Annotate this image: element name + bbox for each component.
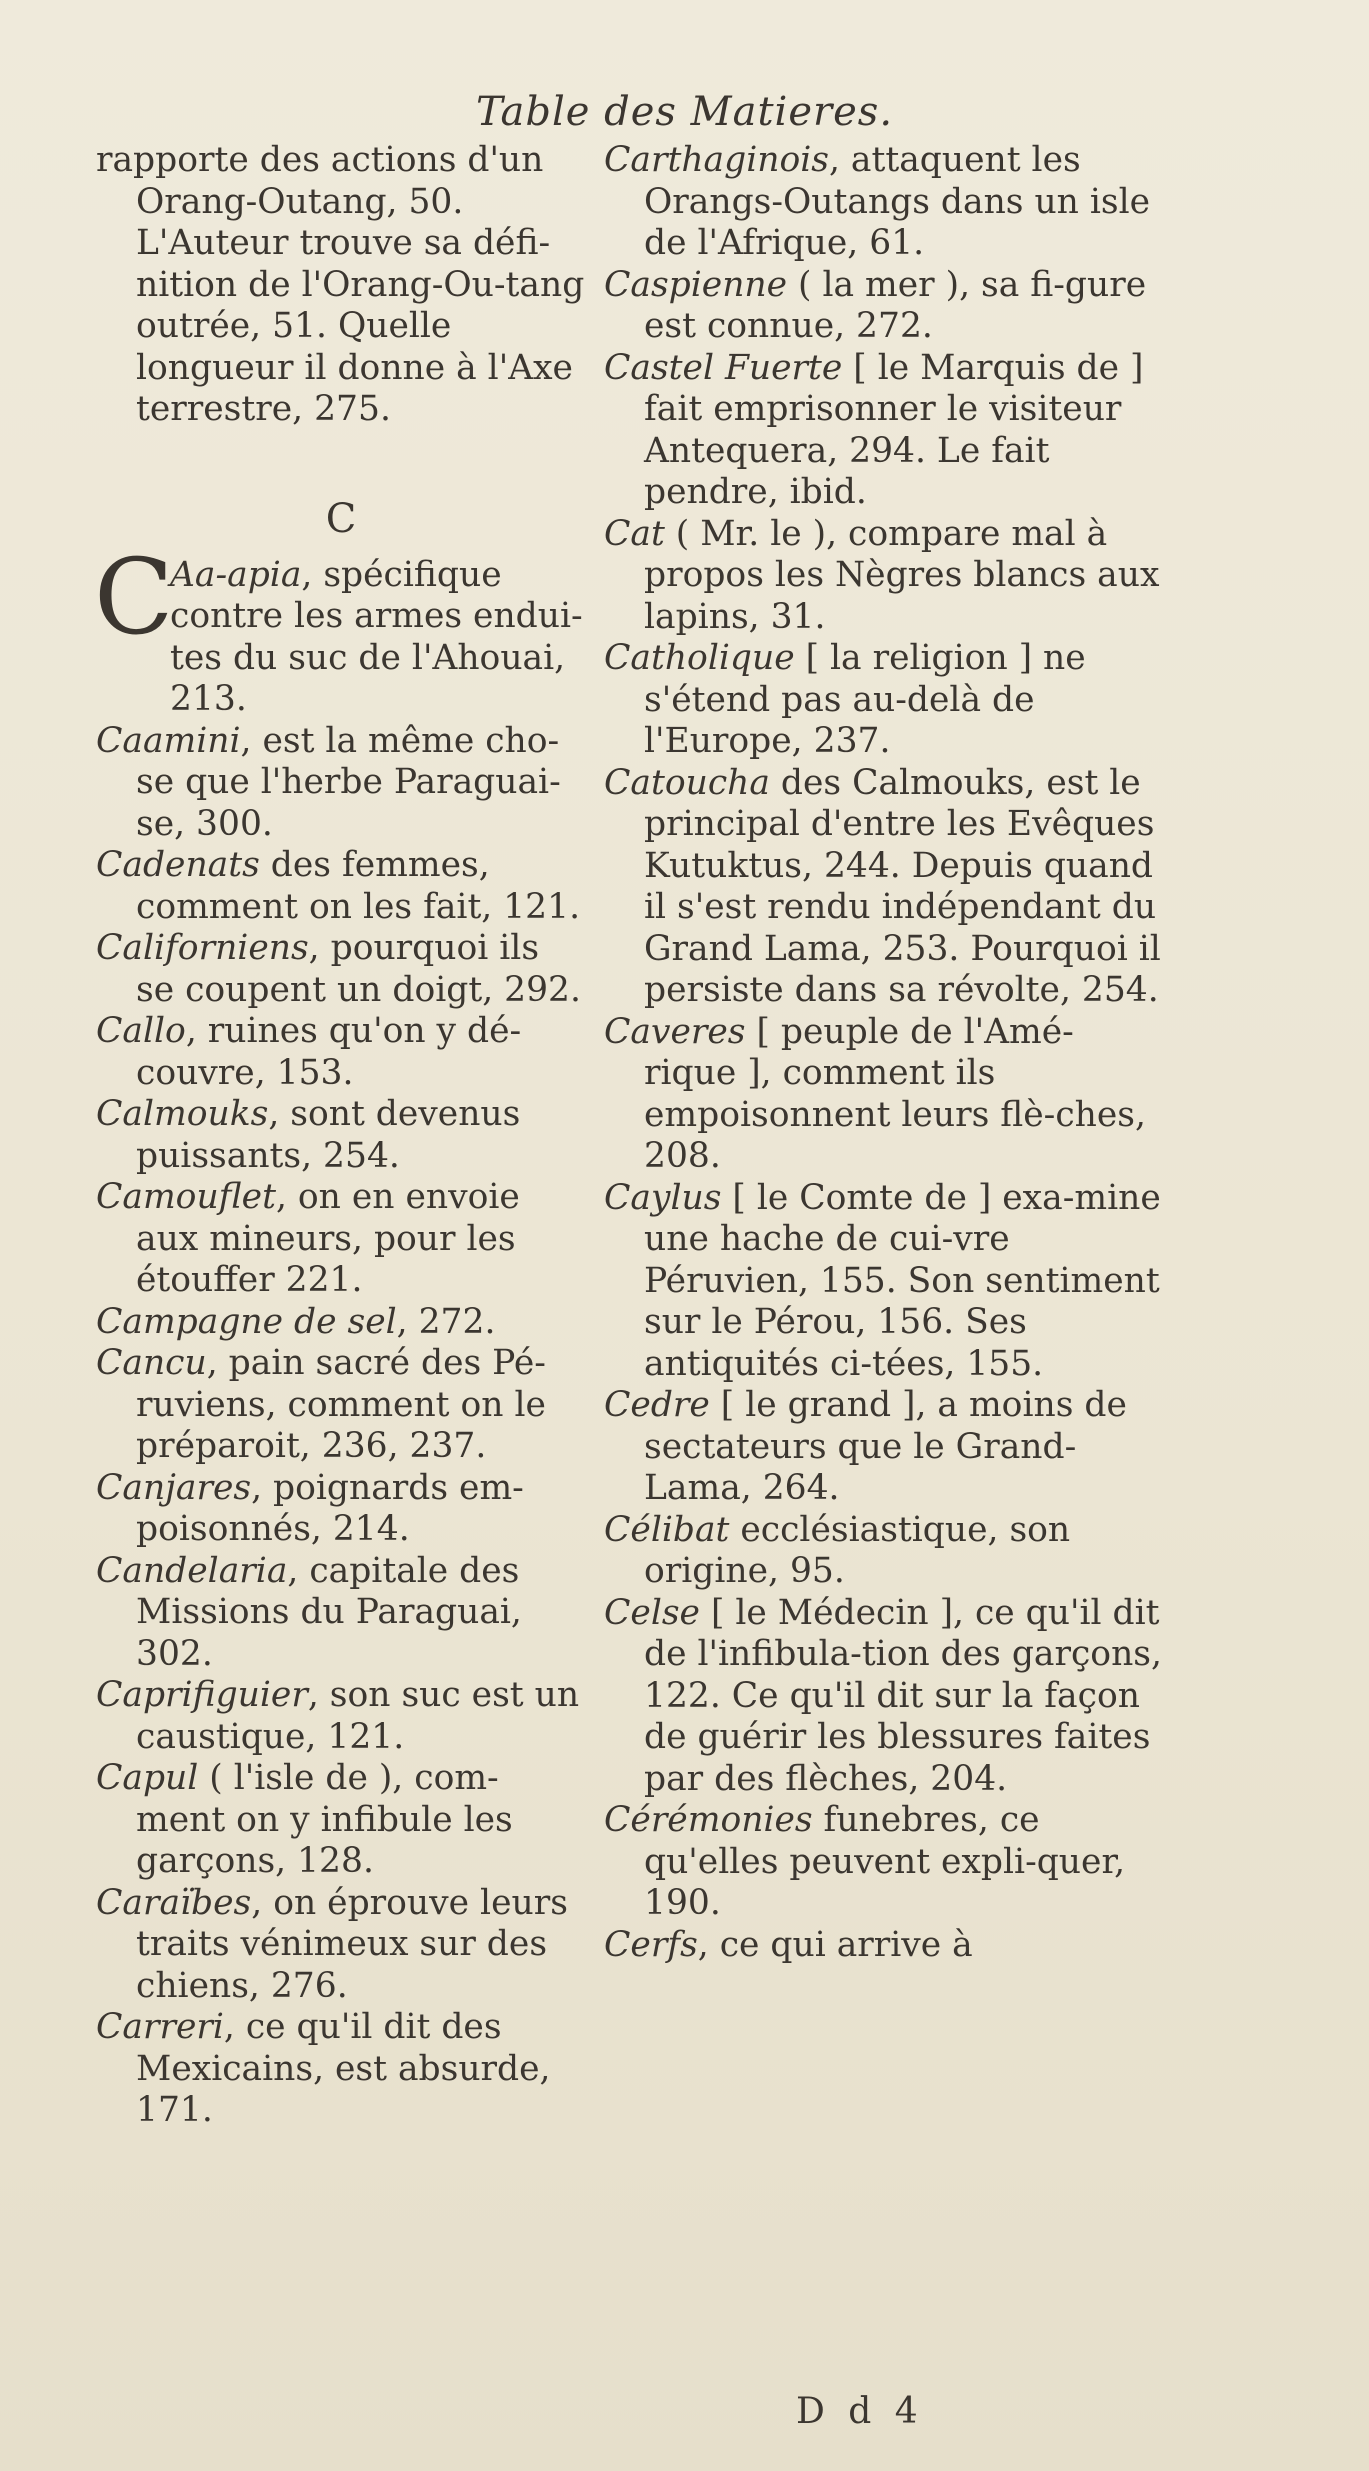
dropcap-entry [94, 535, 586, 721]
entry-text: [ le Médecin ], ce qu'il dit de l'infibula-tion des garçons, 122. Ce qu'il dit sur la façon de guérir les blessures faites par des flèches, 204. [644, 1592, 1162, 1799]
index-entry [96, 2007, 586, 2132]
entry-text: , capitale des Missions du Paraguai, 302. [136, 1550, 522, 1674]
entry-text: , ce qui arrive à [697, 1924, 973, 1965]
left-top-entries [96, 140, 586, 431]
index-entry [604, 514, 1164, 639]
entry-headword: Celse [604, 1592, 700, 1633]
entry-text: ( l'isle de ), com-ment on y infibule les garçons, 128. [136, 1758, 513, 1881]
index-entry [604, 265, 1164, 348]
entry-headword: Candelaria [96, 1550, 288, 1591]
right-column [604, 140, 1164, 1966]
entry-text: , attaquent les Orangs-Outangs dans un isle de l'Afrique, 61. [644, 140, 1151, 263]
entry-text: , ruines qu'on y dé-couvre, 153. [136, 1011, 522, 1093]
entry-text: , 272. [396, 1301, 496, 1342]
entry-text: , poignards em-poisonnés, 214. [136, 1467, 524, 1549]
entry-headword: Aa-apia [170, 554, 302, 595]
index-entry [96, 845, 586, 928]
section-letter: C [325, 495, 357, 542]
index-entry [96, 1177, 586, 1302]
entry-headword: Camouflet [96, 1177, 276, 1217]
drop-cap: C [94, 535, 174, 658]
index-entry [604, 1593, 1164, 1801]
entry-headword: Caspienne [604, 264, 788, 305]
entry-text: ( la mer ), sa fi-gure est connue, 272. [644, 264, 1147, 346]
entry-text: , on en envoie aux mineurs, pour les étouffer 221. [136, 1177, 520, 1300]
entry-text: [ le Comte de ] exa-mine une hache de cui-vre Péruvien, 155. Son sentiment sur le Pérou, 156. Ses antiquités ci-tées, 155. [644, 1177, 1161, 1384]
entry-headword: Cerfs [604, 1924, 698, 1965]
entry-headword: Carthaginois [604, 140, 829, 180]
entry-headword: Caraïbes [96, 1882, 252, 1923]
entry-headword: Cérémonies [604, 1800, 813, 1840]
index-entry [604, 1800, 1164, 1925]
index-entry [604, 348, 1164, 514]
entry-text: ( Mr. le ), compare mal à propos les Nègres blancs aux lapins, 31. [644, 513, 1160, 637]
entry-headword: Catholique [604, 638, 795, 678]
entry-text: [ la religion ] ne s'étend pas au-delà de l'Europe, 237. [644, 638, 1086, 761]
index-entry [96, 1883, 586, 2008]
entry-text: [ le Marquis de ] fait emprisonner le visiteur Antequera, 294. Le fait pendre, ibid. [644, 347, 1144, 512]
left-entries [96, 721, 586, 2132]
index-entry [96, 1551, 586, 1676]
entry-text: des Calmouks, est le principal d'entre les Evêques Kutuktus, 244. Depuis quand il s'est rendu indépendant du Grand Lama, 253. Pourquoi il persiste dans sa révolte, 254. [644, 762, 1161, 1010]
entry-headword: Célibat [604, 1509, 730, 1550]
entry-text: [ peuple de l'Amé-rique ], comment ils empoisonnent leurs flè-ches, 208. [644, 1011, 1146, 1176]
index-entry [96, 928, 586, 1011]
index-entry [96, 1675, 586, 1758]
index-entry [604, 140, 1164, 265]
entry-text: [ le grand ], a moins de sectateurs que le Grand-Lama, 264. [644, 1385, 1127, 1508]
entry-text: funebres, ce qu'elles peuvent expli-quer, 190. [644, 1800, 1126, 1923]
entry-text: , est la même cho-se que l'herbe Paraguai-se, 300. [136, 720, 561, 844]
index-entry [604, 763, 1164, 1012]
right-entries [604, 140, 1164, 1966]
entry-headword: Campagne de sel [96, 1301, 397, 1342]
entry-headword: Californiens [96, 928, 309, 968]
entry-text: , sont devenus puissants, 254. [136, 1094, 521, 1176]
entry-headword: Calmouks [96, 1094, 269, 1134]
entry-text: , ce qu'il dit des Mexicains, est absurde, 171. [136, 2007, 551, 2130]
entry-headword: Caprifiguier [96, 1675, 308, 1715]
index-entry [604, 1012, 1164, 1178]
entry-headword: Cadenats [96, 845, 260, 885]
index-entry [96, 140, 586, 431]
entry-headword: Cancu [96, 1343, 207, 1383]
entry-headword: Cat [604, 513, 665, 554]
index-entry [96, 1302, 586, 1344]
entry-headword: Capul [96, 1758, 199, 1798]
entry-text: , on éprouve leurs traits vénimeux sur des chiens, 276. [136, 1882, 568, 2006]
entry-text: , pain sacré des Pé-ruviens, comment on le préparoit, 236, 237. [136, 1343, 546, 1466]
entry-text: , spécifique contre les armes endui-tes du suc de l'Ahouai, 213. [170, 554, 583, 719]
entry-text: , pourquoi ils se coupent un doigt, 292. [136, 928, 581, 1010]
entry-text: ecclésiastique, son origine, 95. [644, 1509, 1071, 1591]
entry-headword: Cedre [604, 1385, 710, 1425]
entry-headword: Callo [96, 1011, 186, 1051]
index-entry [604, 638, 1164, 763]
left-column [96, 140, 586, 2132]
entry-headword: Canjares [96, 1467, 252, 1508]
entry-headword: Caylus [604, 1177, 722, 1218]
index-entry [604, 1385, 1164, 1510]
entry-headword: Catoucha [604, 762, 770, 803]
index-entry [96, 1011, 586, 1094]
signature-mark: D d 4 [796, 2391, 924, 2432]
entry-text: des femmes, comment on les fait, 121. [136, 845, 581, 927]
index-entry [604, 1925, 1164, 1967]
entry-headword: Carreri [96, 2007, 224, 2047]
entry-headword: Caveres [604, 1011, 746, 1052]
index-entry [604, 1510, 1164, 1593]
entry-text: , son suc est un caustique, 121. [136, 1675, 580, 1757]
index-entry [96, 721, 586, 846]
index-entry [96, 1758, 586, 1883]
index-entry [96, 1094, 586, 1177]
index-entry [96, 1468, 586, 1551]
entry-headword: Caamini [96, 720, 241, 761]
entry-text: rapporte des actions d'un Orang-Outang, 50. L'Auteur trouve sa défi-nition de l'Orang-Ou-tang outrée, 51. Quelle longueur il donne à l'Axe terrestre, 275. [96, 140, 585, 429]
index-entry [96, 1343, 586, 1468]
entry-headword: Castel Fuerte [604, 347, 843, 388]
running-header: Table des Matieres. [475, 89, 894, 135]
index-entry [604, 1178, 1164, 1386]
